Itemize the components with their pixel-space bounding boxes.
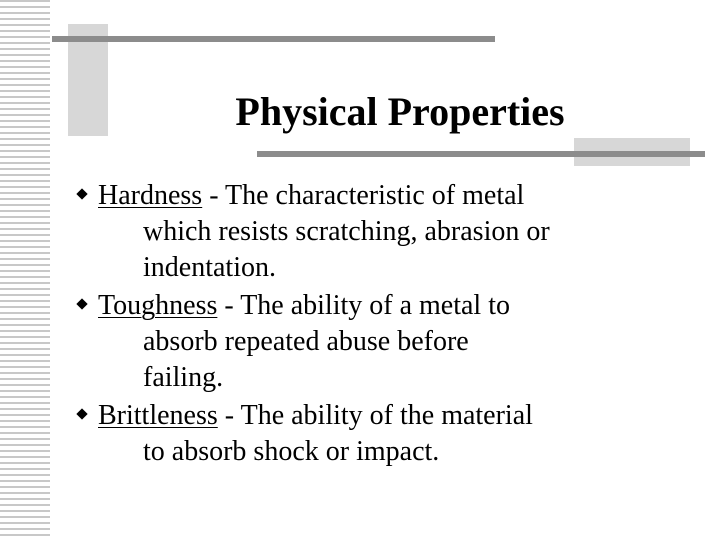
diamond-bullet-icon — [76, 408, 87, 419]
definition-text: - The characteristic of metal — [202, 180, 525, 211]
bullet-item-toughness — [76, 288, 706, 396]
bottom-decor-bar — [257, 151, 705, 157]
term-toughness: Toughness — [98, 290, 218, 321]
top-decor-bar — [52, 36, 495, 42]
term-brittleness: Brittleness — [98, 400, 218, 431]
left-striped-rail — [0, 0, 50, 540]
definition-text: - The ability of the material — [217, 400, 533, 431]
bullet-first-line — [98, 178, 706, 214]
bullet-list — [76, 178, 706, 472]
bullet-item-brittleness — [76, 398, 706, 470]
slide-title: Physical Properties — [235, 89, 565, 134]
bullet-first-line — [98, 288, 706, 324]
bullet-first-line — [98, 398, 706, 434]
bullet-continuation-line: absorb repeated abuse before — [143, 326, 469, 357]
bullet-continuation-line: which resists scratching, abrasion or — [143, 216, 550, 247]
definition-text: - The ability of a metal to — [217, 290, 510, 321]
bullet-continuation-line: to absorb shock or impact. — [143, 436, 440, 467]
diamond-bullet-icon — [76, 298, 87, 309]
diamond-bullet-icon — [76, 188, 87, 199]
bullet-continuation-line: indentation. — [143, 252, 276, 283]
bullet-item-hardness — [76, 178, 706, 286]
term-hardness: Hardness — [98, 180, 203, 211]
bullet-continuation-line: failing. — [143, 362, 224, 393]
